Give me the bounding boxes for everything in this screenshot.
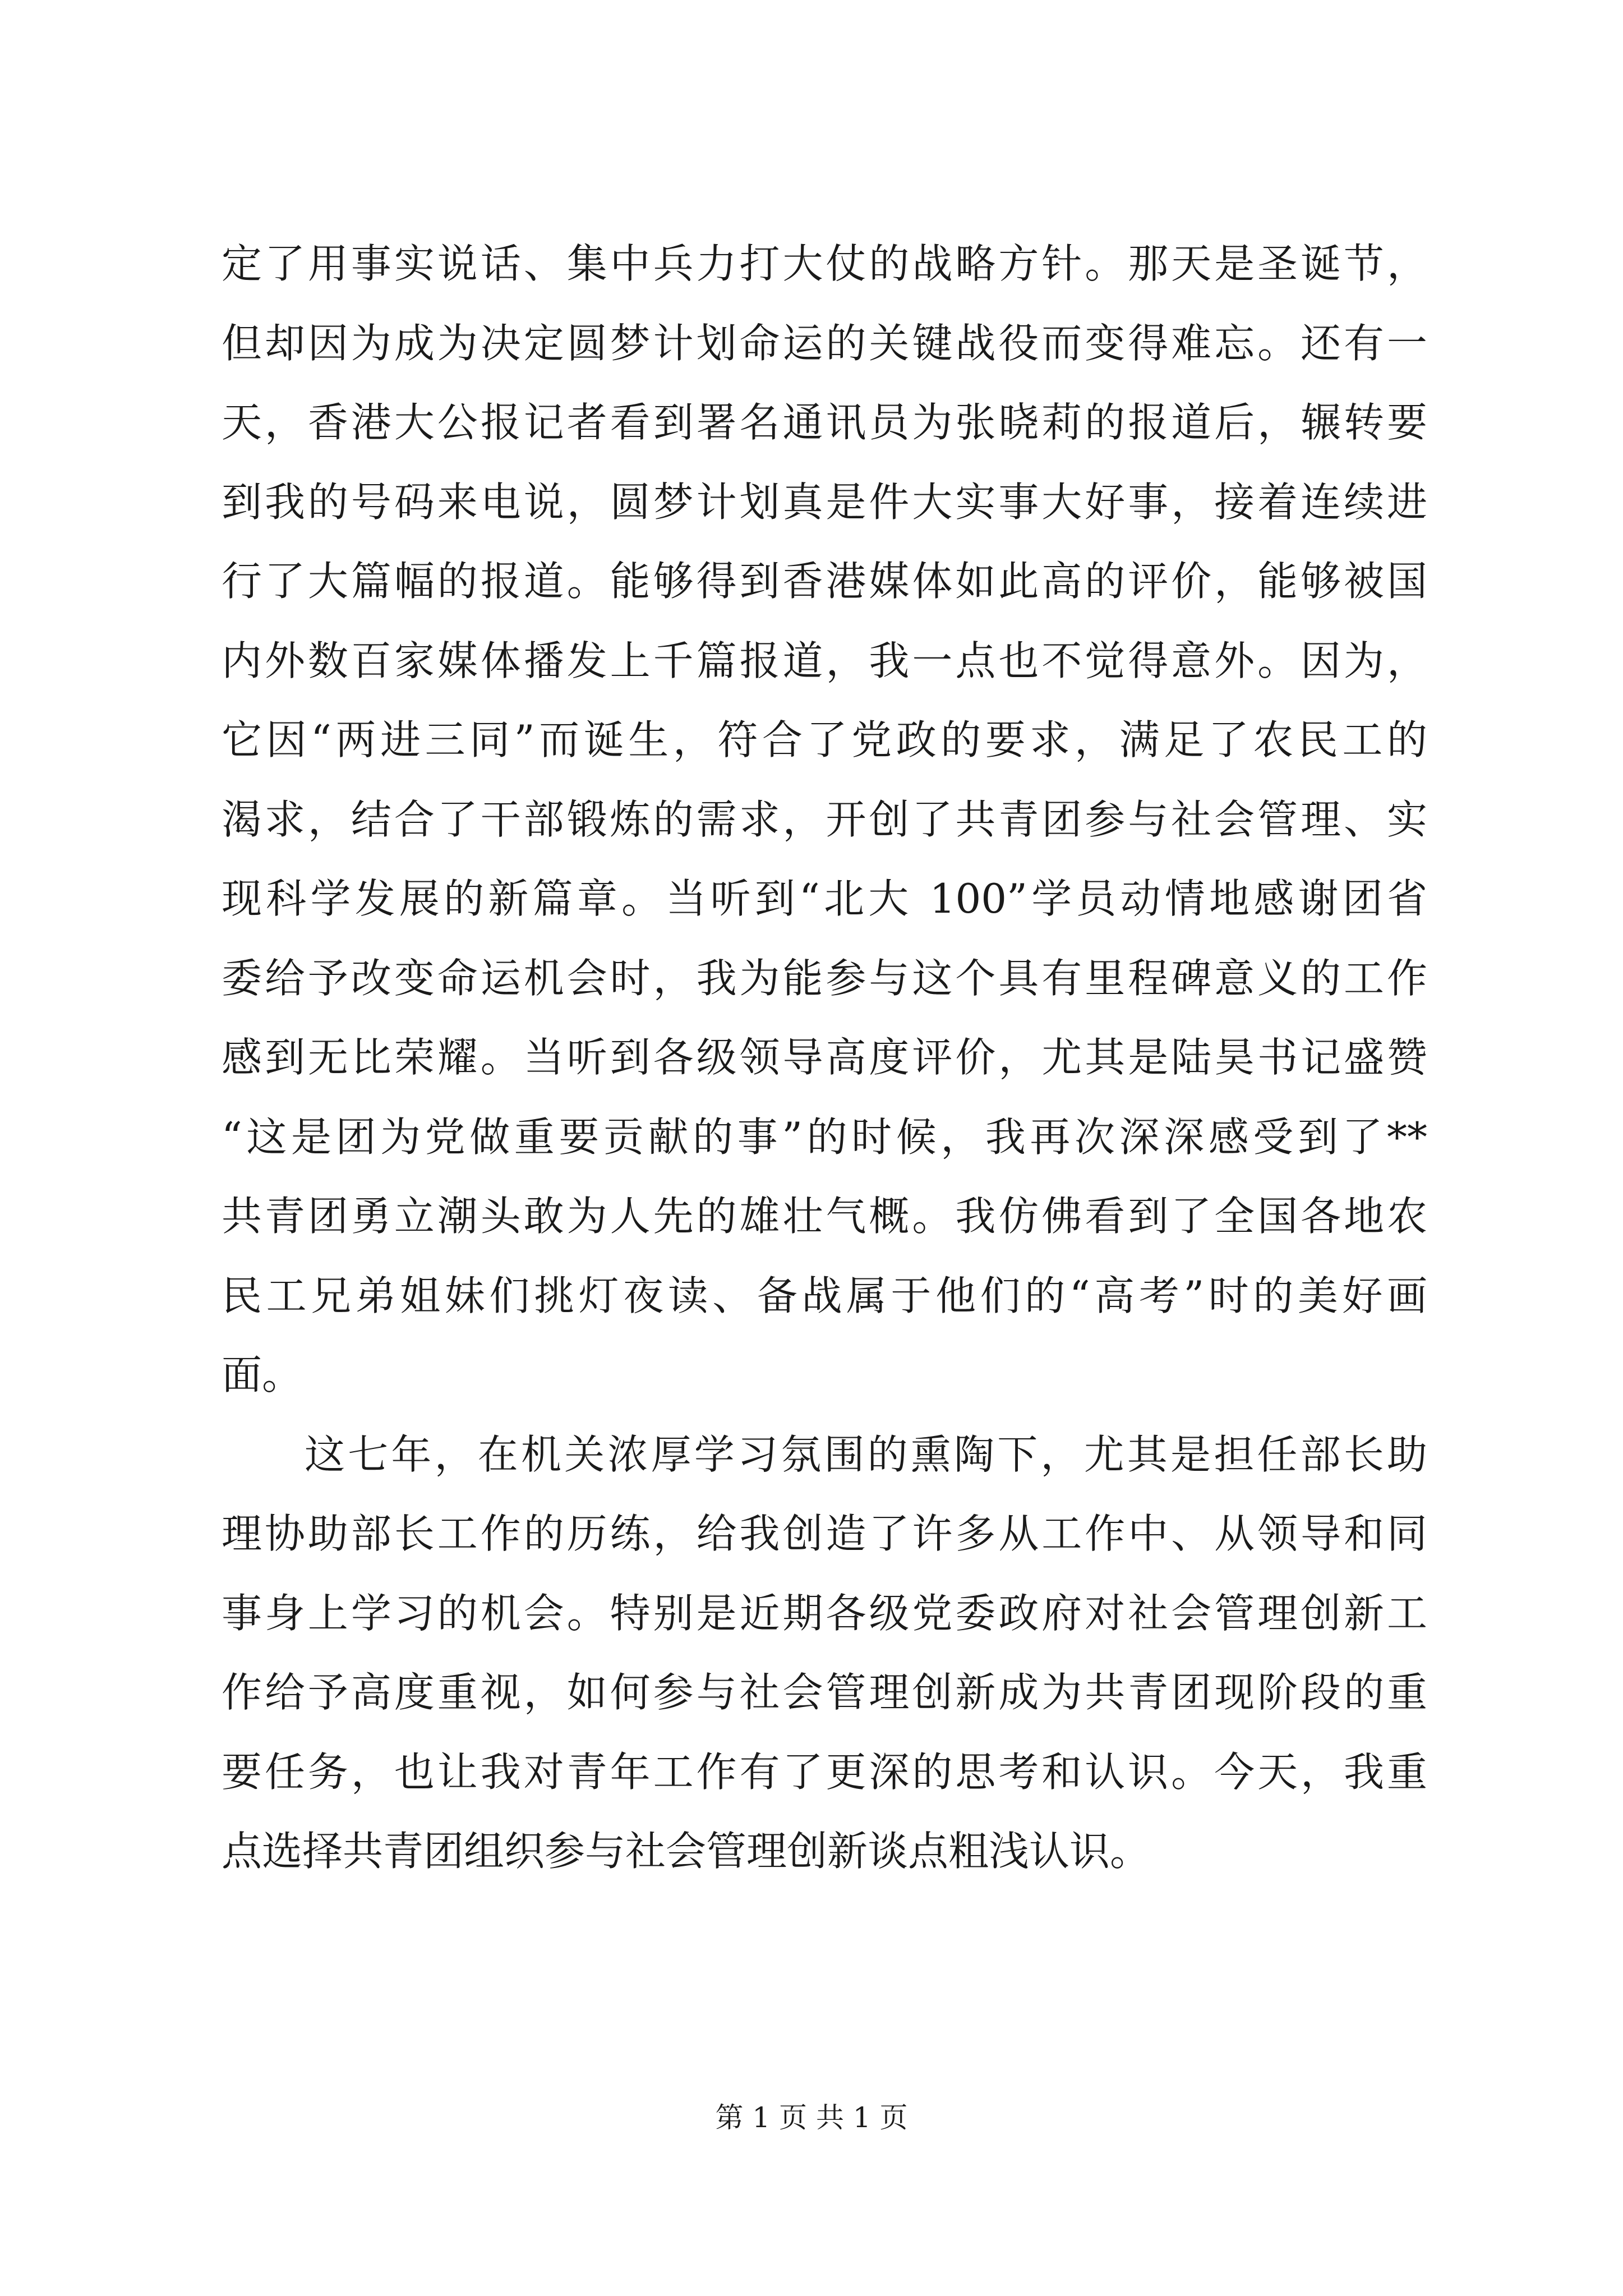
text-line: 委给予改变命运机会时，我为能参与这个具有里程碑意义的工作 [222, 954, 1427, 1002]
text-line: 民工兄弟姐妹们挑灯夜读、备战属于他们的“高考”时的美好画 [222, 1272, 1427, 1319]
page-footer: 第 1 页 共 1 页 [715, 2101, 908, 2134]
text-line: 现科学发展的新篇章。当听到“北大 100”学员动情地感谢团省 [222, 875, 1427, 922]
text-line: “这是团为党做重要贡献的事”的时候，我再次深深感受到了** [222, 1113, 1427, 1161]
text-line: 行了大篇幅的报道。能够得到香港媒体如此高的评价，能够被国 [222, 558, 1427, 605]
text-line: 理协助部长工作的历练，给我创造了许多从工作中、从领导和同 [222, 1510, 1427, 1557]
text-line: 事身上学习的机会。特别是近期各级党委政府对社会管理创新工 [222, 1589, 1427, 1637]
text-line: 它因“两进三同”而诞生，符合了党政的要求，满足了农民工的 [222, 716, 1427, 763]
text-line: 定了用事实说话、集中兵力打大仗的战略方针。那天是圣诞节， [222, 240, 1427, 287]
text-line: 到我的号码来电说，圆梦计划真是件大实事大好事，接着连续进 [222, 478, 1427, 526]
text-line: 这七年，在机关浓厚学习氛围的熏陶下，尤其是担任部长助 [305, 1430, 1427, 1478]
text-line: 天，香港大公报记者看到署名通讯员为张晓莉的报道后，辗转要 [222, 399, 1427, 446]
text-line: 渴求，结合了干部锻炼的需求，开创了共青团参与社会管理、实 [222, 795, 1427, 843]
text-line: 但却因为成为决定圆梦计划命运的关键战役而变得难忘。还有一 [222, 319, 1427, 367]
text-line: 感到无比荣耀。当听到各级领导高度评价，尤其是陆昊书记盛赞 [222, 1034, 1427, 1081]
document-body [222, 224, 1427, 1892]
text-line: 面。 [222, 1351, 303, 1398]
text-line: 要任务，也让我对青年工作有了更深的思考和认识。今天，我重 [222, 1748, 1427, 1796]
text-line: 点选择共青团组织参与社会管理创新谈点粗浅认识。 [222, 1828, 1151, 1875]
text-line: 作给予高度重视，如何参与社会管理创新成为共青团现阶段的重 [222, 1669, 1427, 1716]
text-line: 共青团勇立潮头敢为人先的雄壮气概。我仿佛看到了全国各地农 [222, 1193, 1427, 1240]
text-line: 内外数百家媒体播发上千篇报道，我一点也不觉得意外。因为， [222, 637, 1427, 684]
